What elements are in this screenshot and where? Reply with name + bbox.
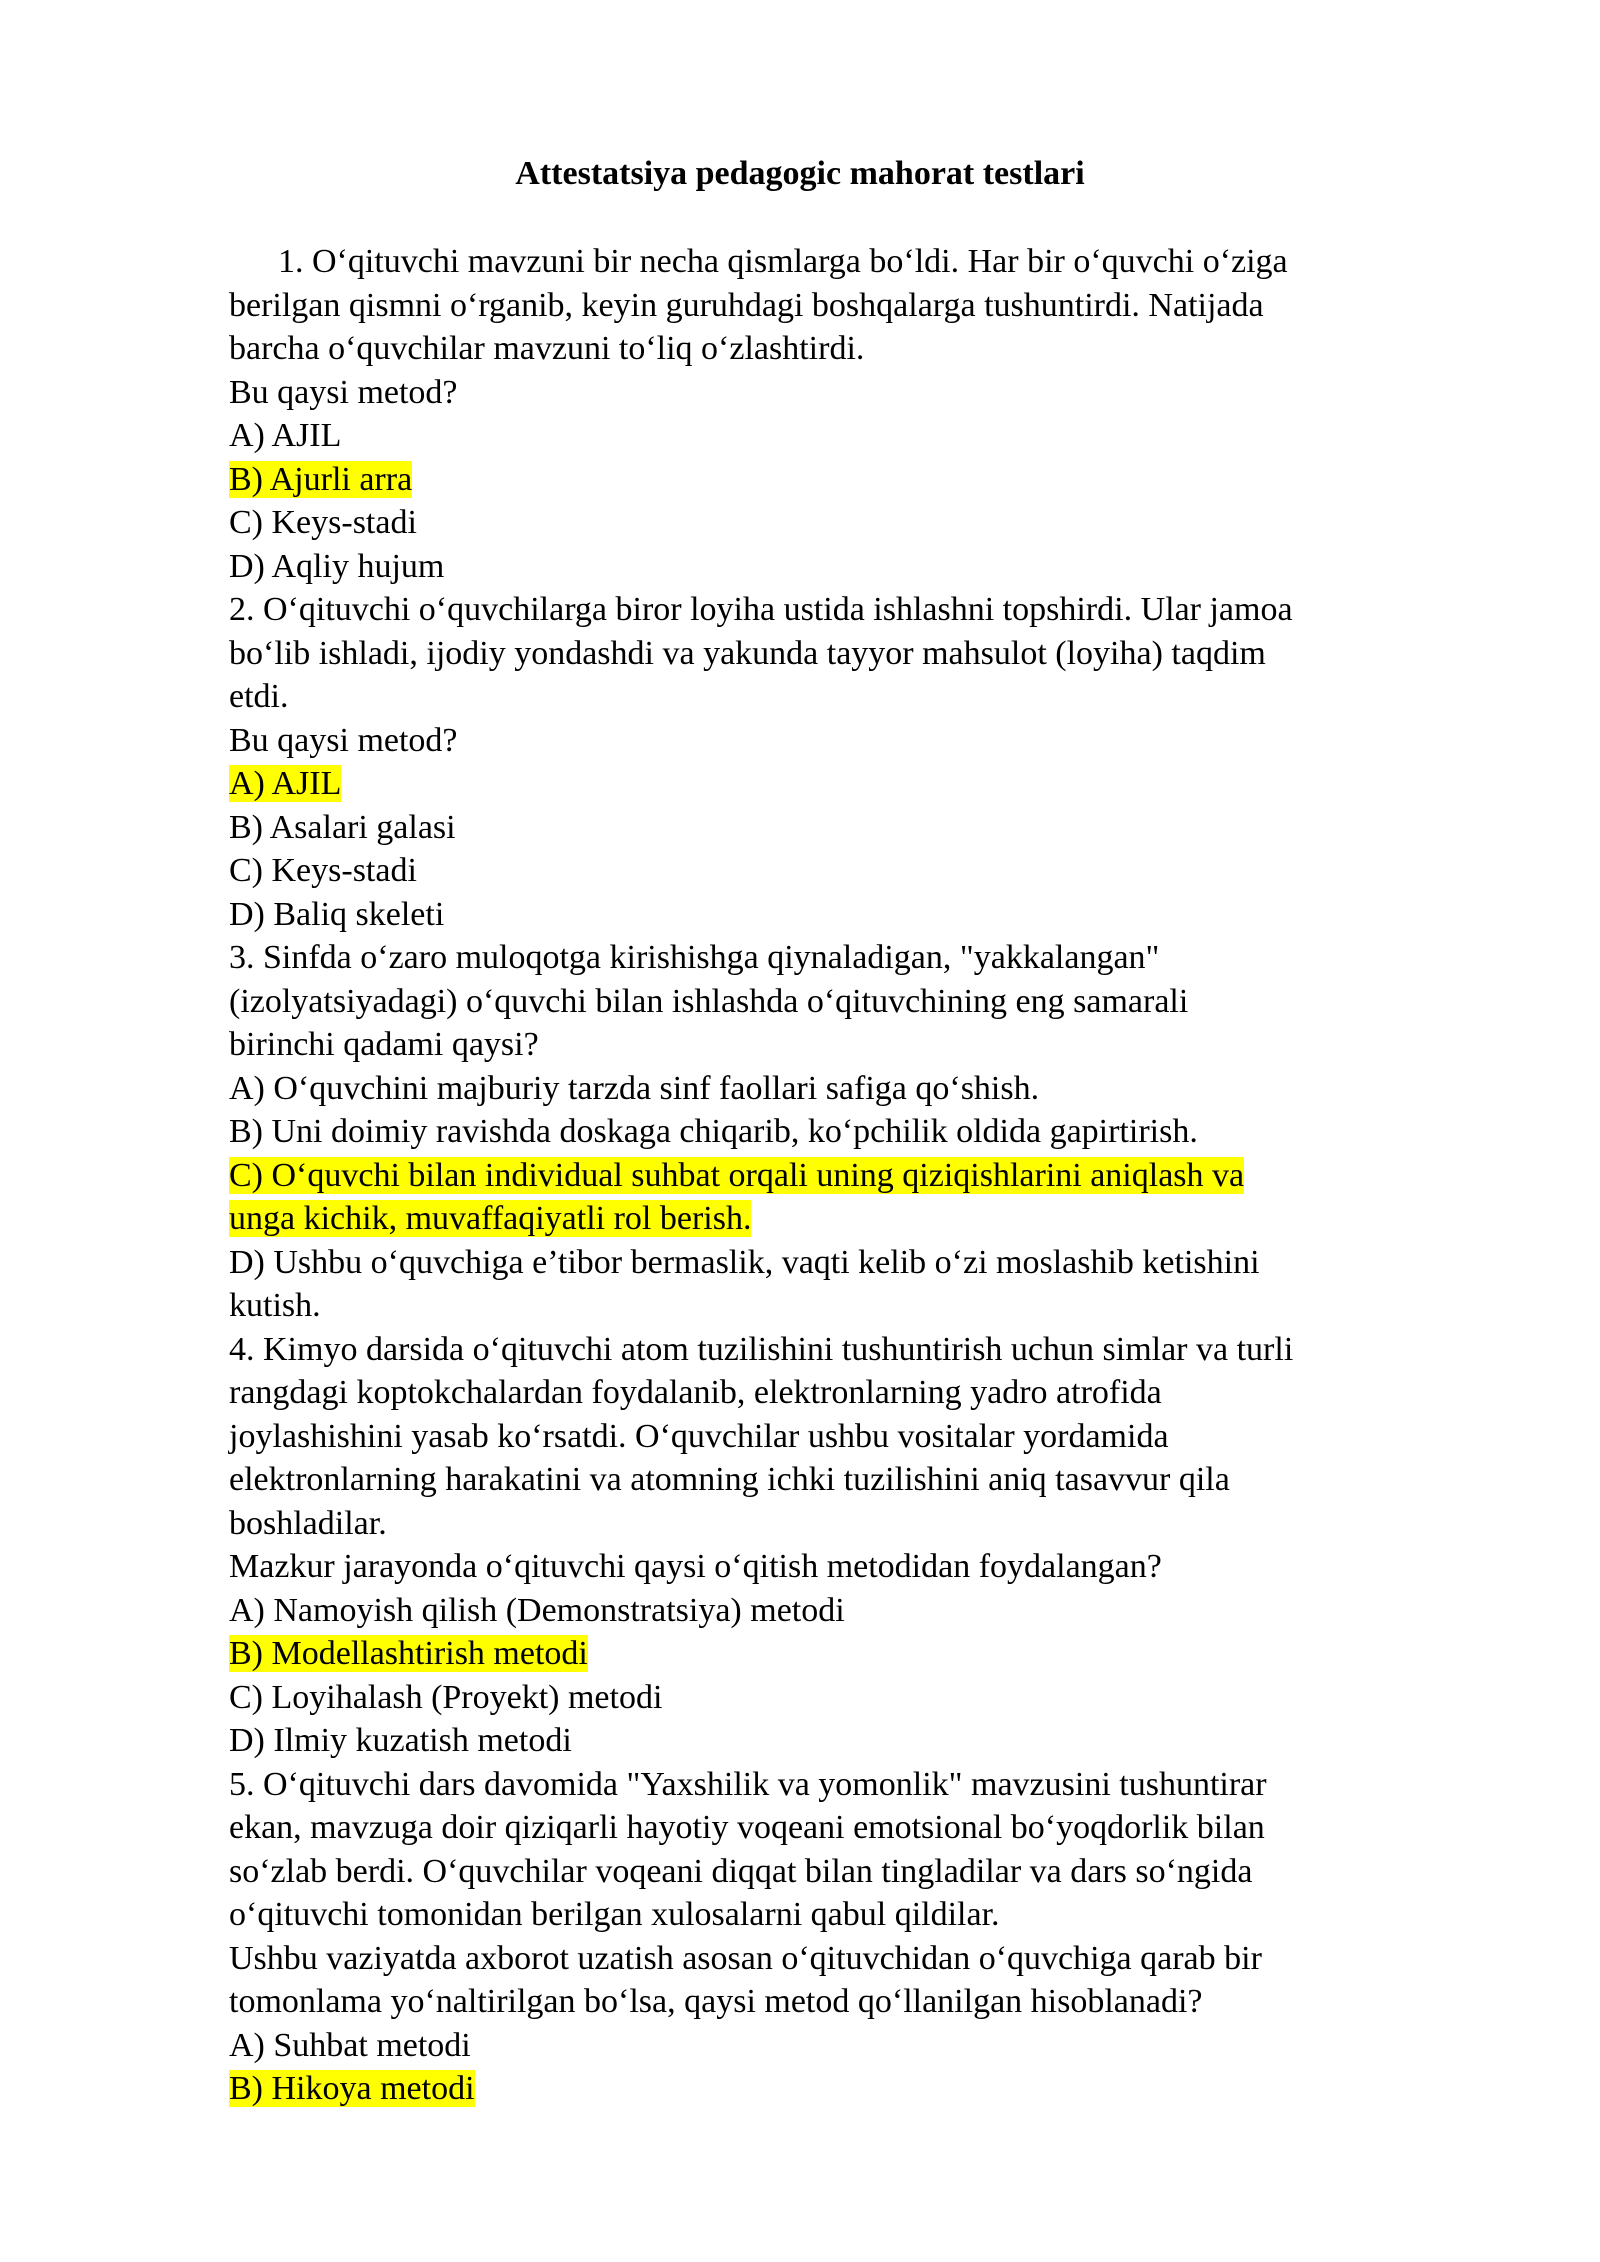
question-4-text-line: joylashishini yasab ko‘rsatdi. O‘quvchilar ushbu vositalar yordamida (229, 1417, 1169, 1455)
question-3-option-a (229, 1067, 1429, 1111)
highlighted-answer: C) O‘quvchi bilan individual suhbat orqali uning qiziqishlarini aniqlash va (229, 1156, 1245, 1194)
question-4-text-line: 4. Kimyo darsida o‘qituvchi atom tuzilishini tushuntirish uchun simlar va turli (229, 1330, 1294, 1368)
question-4-option-d (229, 1719, 1429, 1763)
highlighted-answer: B) Ajurli arra (229, 460, 413, 498)
question-3-option-c-correct (229, 1154, 1429, 1198)
question-2-prompt: Bu qaysi metod? (229, 721, 458, 759)
question-3-option-d (229, 1241, 1429, 1285)
option-text: A) Namoyish qilish (Demonstratsiya) metodi (229, 1591, 845, 1629)
option-text: A) AJIL (229, 417, 342, 454)
question-1-text-line: barcha o‘quvchilar mavzuni to‘liq o‘zlashtirdi. (229, 330, 865, 367)
question-3-option-d-cont (229, 1284, 1429, 1328)
question-5-option-a (229, 2024, 1429, 2068)
question-4-option-a (229, 1589, 1429, 1633)
question-4-text-line: boshladilar. (229, 1504, 387, 1542)
question-2-option-d (229, 893, 1429, 937)
question-3-text-line: 3. Sinfda o‘zaro muloqotga kirishishga qiynaladigan, "yakkalangan" (229, 939, 1160, 976)
question-5-prompt: tomonlama yo‘naltirilgan bo‘lsa, qaysi metod qo‘llanilgan hisoblanadi? (229, 1983, 1203, 2020)
question-4-text-line: elektronlarning harakatini va atomning ichki tuzilishini aniq tasavvur qila (229, 1461, 1230, 1498)
question-4-text-line: rangdagi koptokchalardan foydalanib, elektronlarning yadro atrofida (229, 1374, 1162, 1411)
question-1-prompt: Bu qaysi metod? (229, 373, 458, 411)
highlighted-answer: B) Modellashtirish metodi (229, 1635, 588, 1672)
highlighted-answer: B) Hikoya metodi (229, 2070, 475, 2107)
question-4-option-b-correct (229, 1632, 1429, 1676)
option-text: D) Ushbu o‘quvchiga e’tibor bermaslik, vaqti kelib o‘zi moslashib ketishini (229, 1243, 1260, 1281)
question-1-text-line: berilgan qismni o‘rganib, keyin guruhdagi boshqalarga tushuntirdi. Natijada (229, 286, 1264, 324)
question-1-option-a (229, 414, 1429, 458)
question-2-option-a-correct (229, 762, 1429, 806)
option-text: D) Aqliy hujum (229, 547, 445, 585)
question-4-prompt: Mazkur jarayonda o‘qituvchi qaysi o‘qitish metodidan foydalangan? (229, 1548, 1162, 1585)
question-5-text-line: ekan, mavzuga doir qiziqarli hayotiy voqeani emotsional bo‘yoqdorlik bilan (229, 1809, 1265, 1846)
question-5-text-line: Ushbu vaziyatda axborot uzatish asosan o‘qituvchidan o‘quvchiga qarab bir (229, 1939, 1262, 1977)
question-2-option-b (229, 806, 1429, 850)
question-1-option-b-correct (229, 458, 1429, 502)
option-text: B) Uni doimiy ravishda doskaga chiqarib, ko‘pchilik oldida gapirtirish. (229, 1113, 1198, 1150)
option-text: D) Ilmiy kuzatish metodi (229, 1722, 572, 1759)
option-text: C) Keys-stadi (229, 504, 417, 541)
document-title: Attestatsiya pedagogic mahorat testlari (515, 155, 1085, 192)
question-3-text-line: (izolyatsiyadagi) o‘quvchi bilan ishlashda o‘qituvchining eng samarali (229, 982, 1189, 1020)
question-2-option-c (229, 849, 1429, 893)
option-text: C) Keys-stadi (229, 852, 417, 889)
question-3-prompt: birinchi qadami qaysi? (229, 1026, 539, 1063)
option-text: B) Asalari galasi (229, 808, 456, 846)
option-text: A) Suhbat metodi (229, 2026, 471, 2064)
highlighted-answer: A) AJIL (229, 765, 342, 802)
question-3-option-c-correct-cont (229, 1197, 1429, 1241)
question-5 (229, 1763, 1429, 2111)
question-5-text-line: o‘qituvchi tomonidan berilgan xulosalarni qabul qildilar. (229, 1896, 1000, 1933)
question-1 (229, 240, 1429, 588)
question-5-text-line: 5. O‘qituvchi dars davomida "Yaxshilik va yomonlik" mavzusini tushuntirar (229, 1765, 1267, 1803)
question-4-option-c (229, 1676, 1429, 1720)
option-text: D) Baliq skeleti (229, 895, 445, 933)
option-text: kutish. (229, 1287, 321, 1324)
question-2 (229, 588, 1429, 936)
option-text: C) Loyihalash (Proyekt) metodi (229, 1678, 663, 1716)
question-2-text-line: 2. O‘qituvchi o‘quvchilarga biror loyiha ustida ishlashni topshirdi. Ular jamoa (229, 591, 1293, 628)
highlighted-answer: unga kichik, muvaffaqiyatli rol berish. (229, 1200, 752, 1237)
option-text: A) O‘quvchini majburiy tarzda sinf faollari safiga qo‘shish. (229, 1069, 1040, 1107)
question-2-text-line: bo‘lib ishladi, ijodiy yondashdi va yakunda tayyor mahsulot (loyiha) taqdim (229, 634, 1266, 672)
question-1-option-c (229, 501, 1429, 545)
question-2-text-line: etdi. (229, 678, 289, 715)
document-body (229, 240, 1429, 2111)
question-5-text-line: so‘zlab berdi. O‘quvchilar voqeani diqqat bilan tingladilar va dars so‘ngida (229, 1852, 1253, 1890)
question-5-option-b-correct (229, 2067, 1429, 2111)
question-3-option-b (229, 1110, 1429, 1154)
question-3 (229, 936, 1429, 1328)
question-4 (229, 1328, 1429, 1763)
question-1-text-line: 1. O‘qituvchi mavzuni bir necha qismlarga bo‘ldi. Har bir o‘quvchi o‘ziga (278, 243, 1288, 280)
question-1-option-d (229, 545, 1429, 589)
